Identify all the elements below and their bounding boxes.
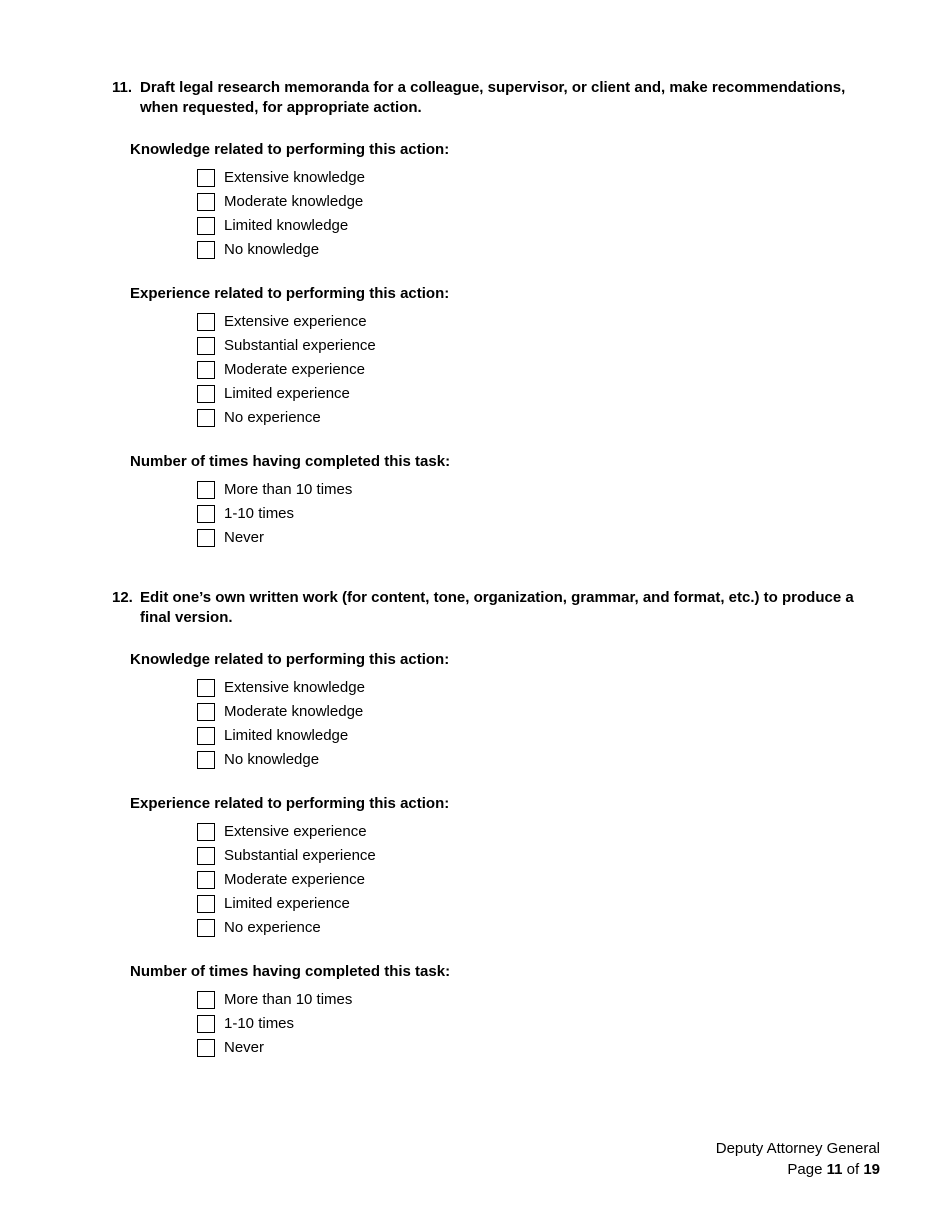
question-11 [112,78,884,550]
checkbox-option [197,166,884,190]
checkbox-option [197,406,884,430]
option-label: Never [224,1039,265,1056]
section-heading: Number of times having completed this task: [130,453,451,470]
checkbox-option [197,820,884,844]
checkbox[interactable] [197,481,215,499]
checkbox[interactable] [197,409,215,427]
checkbox-option [197,724,884,748]
checkbox-option [197,238,884,262]
option-label: Moderate experience [224,361,365,378]
checkbox-option [197,526,884,550]
checkbox[interactable] [197,169,215,187]
option-label: Limited experience [224,895,350,912]
checkbox-option [197,868,884,892]
option-label: Substantial experience [224,847,376,864]
footer-total-pages: 19 [863,1161,880,1178]
checkbox-option [197,748,884,772]
footer-org: Deputy Attorney General [715,1140,880,1157]
option-label: Extensive experience [224,313,367,330]
option-label: No knowledge [224,751,320,768]
checkbox[interactable] [197,919,215,937]
option-label: Moderate knowledge [224,193,364,210]
checkbox-option [197,676,884,700]
option-label: Limited knowledge [224,217,349,234]
checkbox-option [197,502,884,526]
question-text: Edit one’s own written work (for content, tone, organization, grammar, and format, etc.) to produce a final version. [140,589,854,626]
option-label: No knowledge [224,241,320,258]
checkbox[interactable] [197,679,215,697]
question-text: Draft legal research memoranda for a colleague, supervisor, or client and, make recommendations, when requested, for appropriate action. [140,79,846,116]
checkbox-option [197,988,884,1012]
checkbox-option [197,1012,884,1036]
checkbox-option [197,892,884,916]
option-label: Extensive experience [224,823,367,840]
checkbox-option [197,700,884,724]
option-label: Moderate experience [224,871,365,888]
checkbox-option [197,382,884,406]
option-label: No experience [224,919,321,936]
checkbox[interactable] [197,871,215,889]
option-label: 1-10 times [224,505,295,522]
section-heading: Experience related to performing this action: [130,795,450,812]
checkbox[interactable] [197,529,215,547]
option-label: Never [224,529,265,546]
knowledge-section [112,650,884,772]
checkbox-option [197,334,884,358]
page-footer [716,1138,880,1180]
checkbox-option [197,358,884,382]
checkbox-option [197,310,884,334]
option-label: Limited knowledge [224,727,349,744]
checkbox[interactable] [197,751,215,769]
checkbox[interactable] [197,727,215,745]
times-section [112,452,884,550]
checkbox[interactable] [197,1015,215,1033]
option-label: Substantial experience [224,337,376,354]
checkbox-option [197,844,884,868]
checkbox-option [197,214,884,238]
question-number: 11. [112,79,133,96]
footer-of-label: of [842,1161,864,1178]
checkbox[interactable] [197,505,215,523]
checkbox[interactable] [197,241,215,259]
option-label: Moderate knowledge [224,703,364,720]
experience-section [112,794,884,940]
option-label: No experience [224,409,321,426]
checkbox[interactable] [197,385,215,403]
footer-page-line [716,1159,880,1180]
checkbox[interactable] [197,313,215,331]
question-title [112,588,884,628]
checkbox[interactable] [197,895,215,913]
question-title [112,78,884,118]
checkbox[interactable] [197,823,215,841]
checkbox-option [197,1036,884,1060]
page-content [112,78,884,1098]
knowledge-section [112,140,884,262]
section-heading: Number of times having completed this task: [130,963,451,980]
checkbox[interactable] [197,337,215,355]
question-number: 12. [112,589,133,606]
checkbox-option [197,916,884,940]
section-heading: Knowledge related to performing this action: [130,141,450,158]
option-label: Extensive knowledge [224,679,365,696]
experience-section [112,284,884,430]
footer-page-label: Page [787,1161,827,1178]
section-heading: Experience related to performing this action: [130,285,450,302]
option-label: More than 10 times [224,991,353,1008]
times-section [112,962,884,1060]
option-label: More than 10 times [224,481,353,498]
checkbox-option [197,190,884,214]
option-label: Extensive knowledge [224,169,365,186]
checkbox[interactable] [197,217,215,235]
checkbox-option [197,478,884,502]
option-label: 1-10 times [224,1015,295,1032]
checkbox[interactable] [197,847,215,865]
checkbox[interactable] [197,991,215,1009]
checkbox[interactable] [197,193,215,211]
footer-page-number: 11 [826,1161,843,1178]
checkbox[interactable] [197,1039,215,1057]
option-label: Limited experience [224,385,350,402]
section-heading: Knowledge related to performing this action: [130,651,450,668]
checkbox[interactable] [197,703,215,721]
checkbox[interactable] [197,361,215,379]
question-12 [112,588,884,1060]
